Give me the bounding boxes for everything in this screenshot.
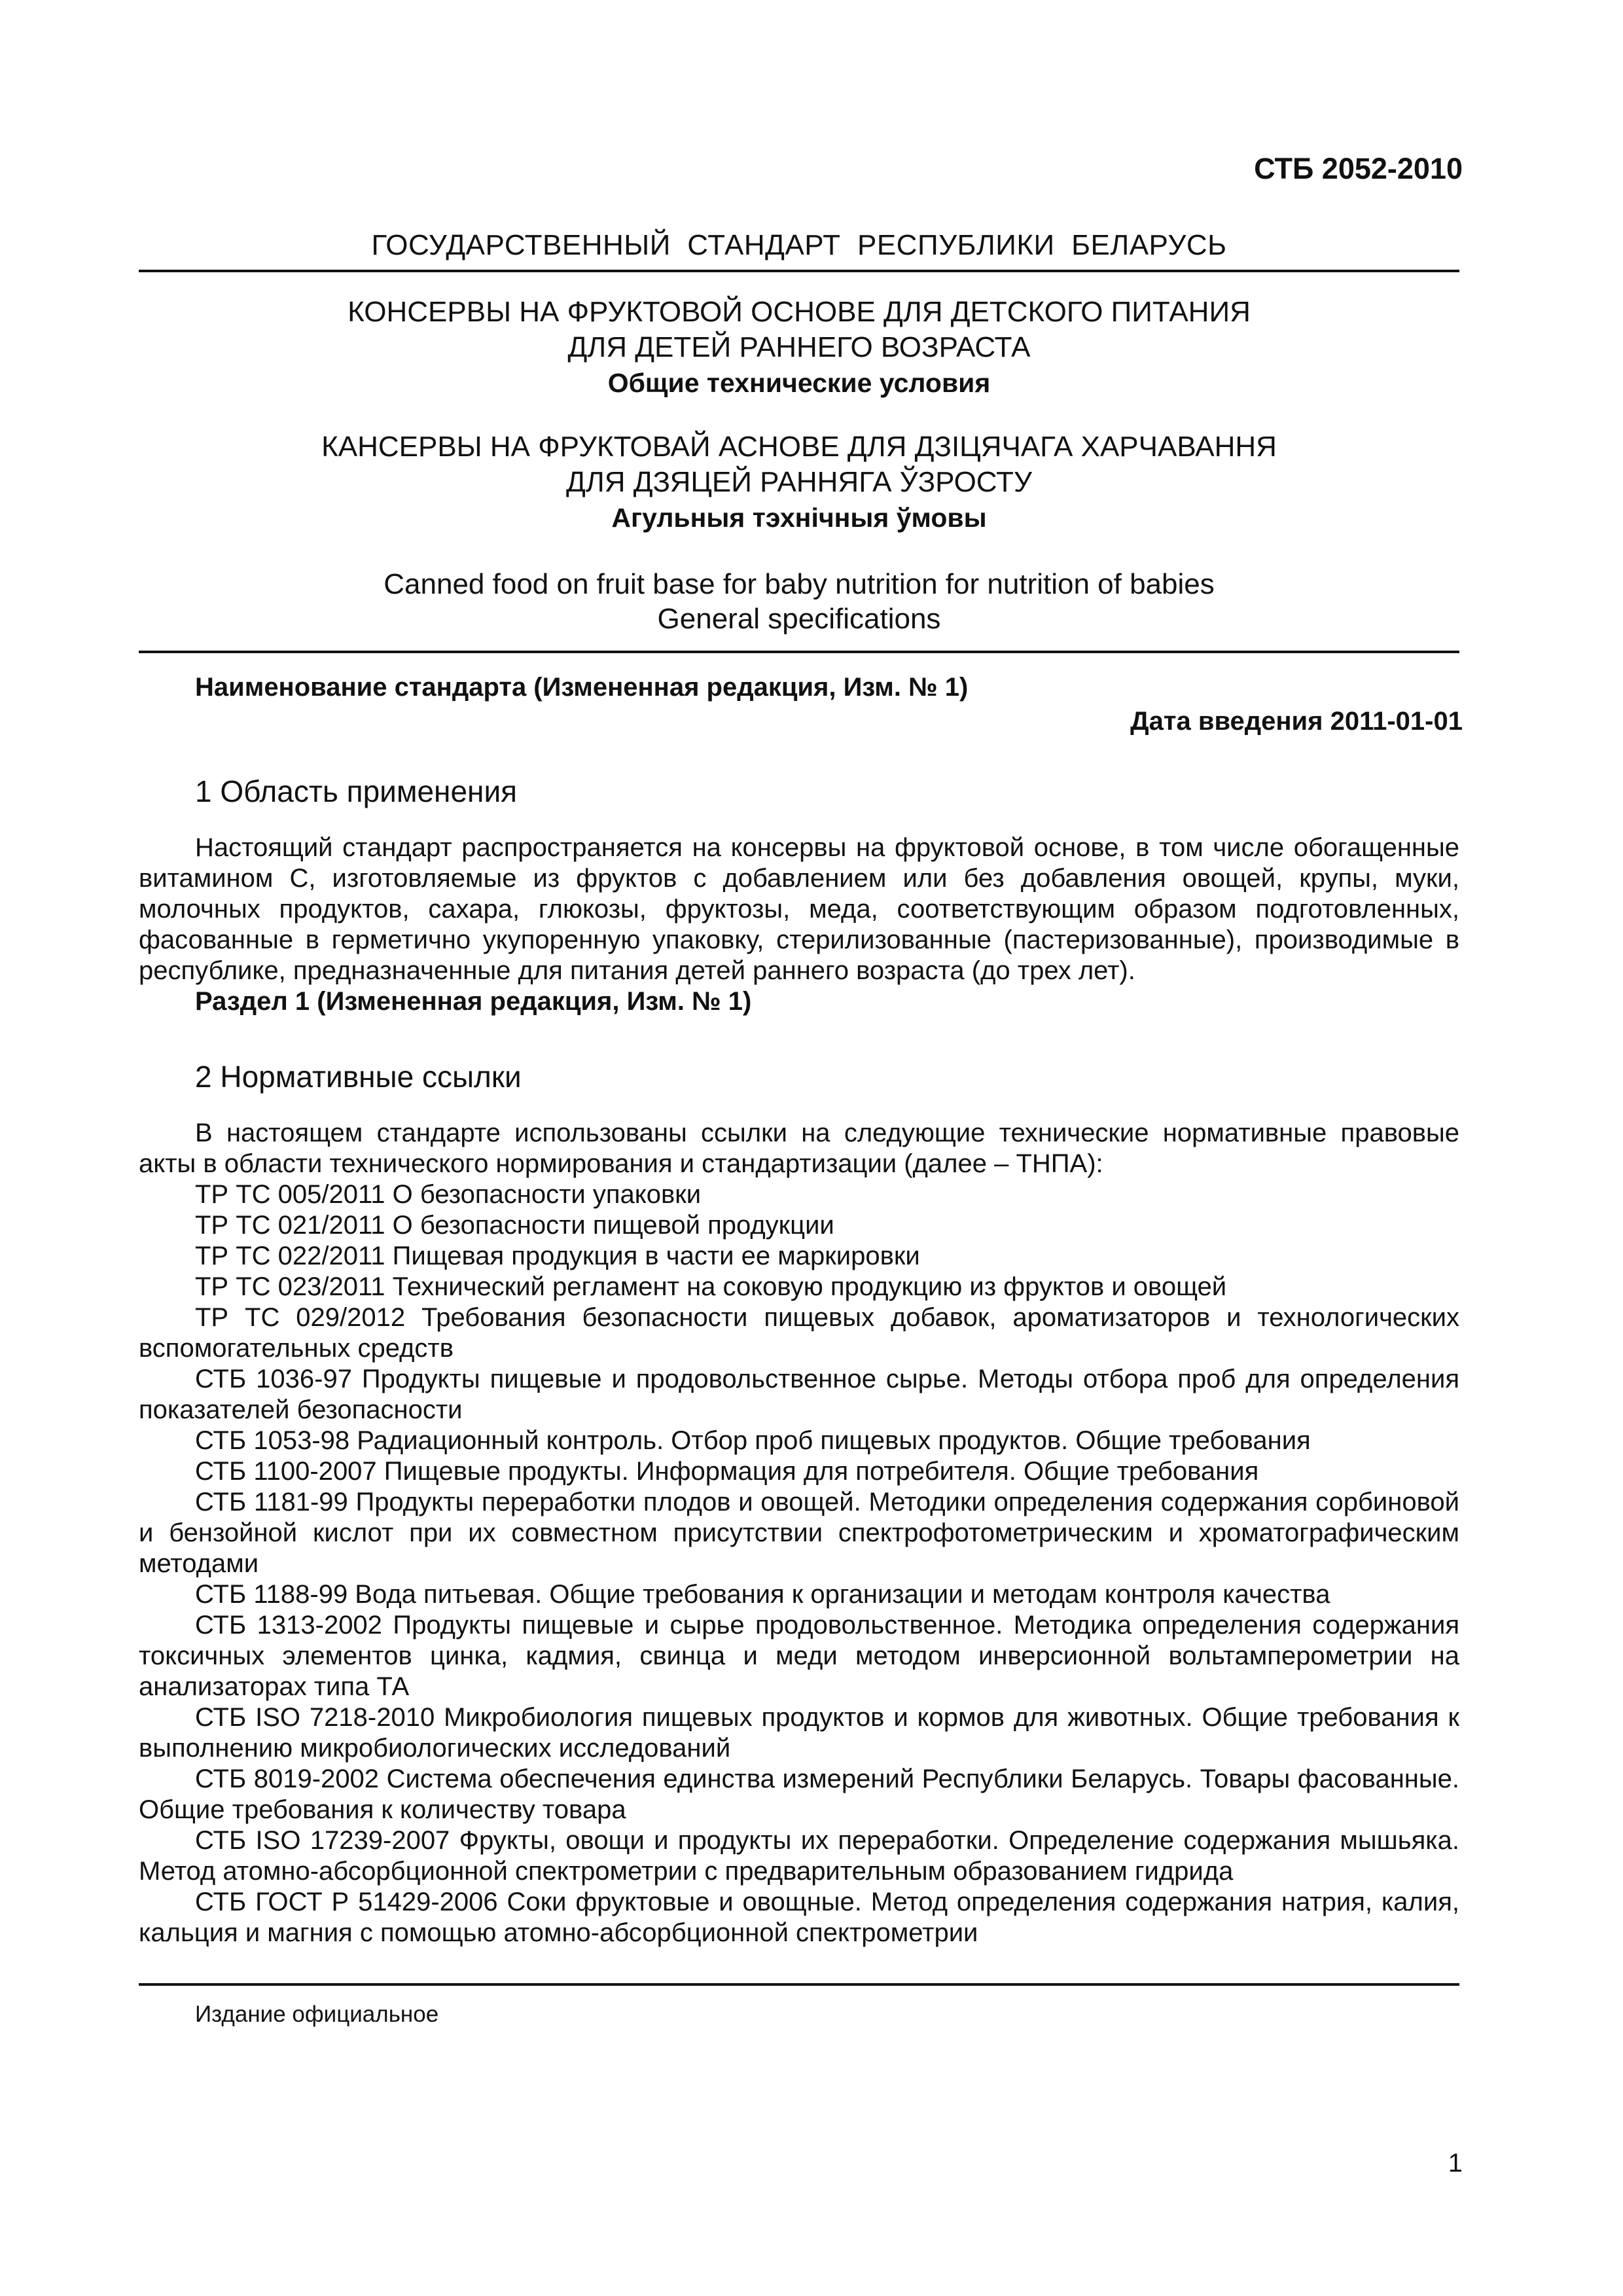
reference-item: СТБ ISO 7218-2010 Микробиология пищевых продуктов и кормов для животных. Общие требования к выполнению микробиологических исследований <box>139 1703 1459 1763</box>
title-english <box>139 567 1459 636</box>
top-rule <box>139 270 1459 272</box>
reference-item: СТБ ГОСТ Р 51429-2006 Соки фруктовые и овощные. Метод определения содержания натрия, калия, кальция и магния с помощью атомно-абсорбционной спектрометрии <box>139 1888 1459 1947</box>
reference-item: ТР ТС 022/2011 Пищевая продукция в части ее маркировки <box>195 1242 920 1270</box>
government-standard-title: ГОСУДАРСТВЕННЫЙ СТАНДАРТ РЕСПУБЛИКИ БЕЛАРУСЬ <box>371 229 1227 261</box>
title-belarusian <box>139 429 1459 535</box>
footer-rule <box>139 1983 1459 1986</box>
reference-item: СТБ 1100-2007 Пищевые продукты. Информация для потребителя. Общие требования <box>195 1457 1259 1486</box>
page-number: 1 <box>1448 2149 1463 2178</box>
title-bottom-rule <box>139 651 1459 653</box>
title-russian <box>139 295 1459 401</box>
title-belarusian-line1: КАНСЕРВЫ НА ФРУКТОВАЙ АСНОВЕ ДЛЯ ДЗІЦЯЧАГА ХАРЧАВАННЯ <box>321 431 1277 463</box>
reference-item: СТБ ISO 17239-2007 Фрукты, овощи и продукты их переработки. Определение содержания мышьяка. Метод атомно-абсорбционной спектрометрии с предварительным образованием гидрида <box>139 1826 1459 1886</box>
section-1-paragraph: Настоящий стандарт распространяется на консервы на фруктовой основе, в том числе обогащенные витамином С, изготовляемые из фруктов с добавлением или без добавления овощей, крупы, муки, молочных продуктов, сахара, глюкозы, фруктозы, меда, соответствующим образом подготовленных, фасованные в герметично укупоренную упаковку, стерилизованные (пастеризованные), производимые в республике, предназначенные для питания детей раннего возраста (до трех лет). <box>139 833 1459 985</box>
title-russian-line2: ДЛЯ ДЕТЕЙ РАННЕГО ВОЗРАСТА <box>567 331 1031 363</box>
title-belarusian-line2: ДЛЯ ДЗЯЦЕЙ РАННЯГА ЎЗРОСТУ <box>566 466 1032 498</box>
section-1-amendment: Раздел 1 (Измененная редакция, Изм. № 1) <box>195 987 752 1016</box>
section-2-body <box>139 1118 1459 1948</box>
reference-item: СТБ 1053-98 Радиационный контроль. Отбор проб пищевых продуктов. Общие требования <box>195 1426 1311 1455</box>
reference-item: СТБ 1036-97 Продукты пищевые и продовольственное сырье. Методы отбора проб для определения показателей безопасности <box>139 1365 1459 1424</box>
section-1-heading: 1 Область применения <box>195 774 518 808</box>
amendment-note: Наименование стандарта (Измененная редакция, Изм. № 1) <box>195 673 969 702</box>
section-2-heading: 2 Нормативные ссылки <box>195 1060 522 1094</box>
title-belarusian-subtitle: Агульныя тэхнічныя ўмовы <box>611 503 987 533</box>
title-russian-line1: КОНСЕРВЫ НА ФРУКТОВОЙ ОСНОВЕ ДЛЯ ДЕТСКОГО ПИТАНИЯ <box>348 296 1251 328</box>
edition-note: Издание официальное <box>195 2001 439 2027</box>
reference-item: СТБ 1313-2002 Продукты пищевые и сырье продовольственное. Методика определения содержания токсичных элементов цинка, кадмия, свинца и меди методом инверсионной вольтамперометрии на анализаторах типа ТА <box>139 1611 1459 1701</box>
title-russian-subtitle: Общие технические условия <box>607 368 991 398</box>
reference-item: СТБ 8019-2002 Система обеспечения единства измерений Республики Беларусь. Товары фасованные. Общие требования к количеству товара <box>139 1765 1459 1824</box>
section-1-body <box>139 833 1459 1017</box>
reference-item: ТР ТС 021/2011 О безопасности пищевой продукции <box>195 1211 834 1240</box>
section-2-intro: В настоящем стандарте использованы ссылки на следующие технические нормативные правовые акты в области технического нормирования и стандартизации (далее – ТНПА): <box>139 1119 1459 1178</box>
reference-item: ТР ТС 005/2011 О безопасности упаковки <box>195 1180 702 1209</box>
title-english-line1: Canned food on fruit base for baby nutrition for nutrition of babies <box>383 568 1215 600</box>
reference-item: СТБ 1188-99 Вода питьевая. Общие требования к организации и методам контроля качества <box>195 1580 1330 1609</box>
introduction-date: Дата введения 2011-01-01 <box>1130 707 1463 736</box>
document-code: СТБ 2052-2010 <box>1254 152 1463 185</box>
reference-item: ТР ТС 023/2011 Технический регламент на соковую продукцию из фруктов и овощей <box>195 1272 1227 1301</box>
reference-item: ТР ТС 029/2012 Требования безопасности пищевых добавок, ароматизаторов и технологических вспомогательных средств <box>139 1303 1459 1363</box>
title-english-line2: General specifications <box>657 603 941 635</box>
reference-item: СТБ 1181-99 Продукты переработки плодов и овощей. Методики определения содержания сорбиновой и бензойной кислот при их совместном присутствии спектрофотометрическим и хроматографическим методами <box>139 1488 1459 1578</box>
